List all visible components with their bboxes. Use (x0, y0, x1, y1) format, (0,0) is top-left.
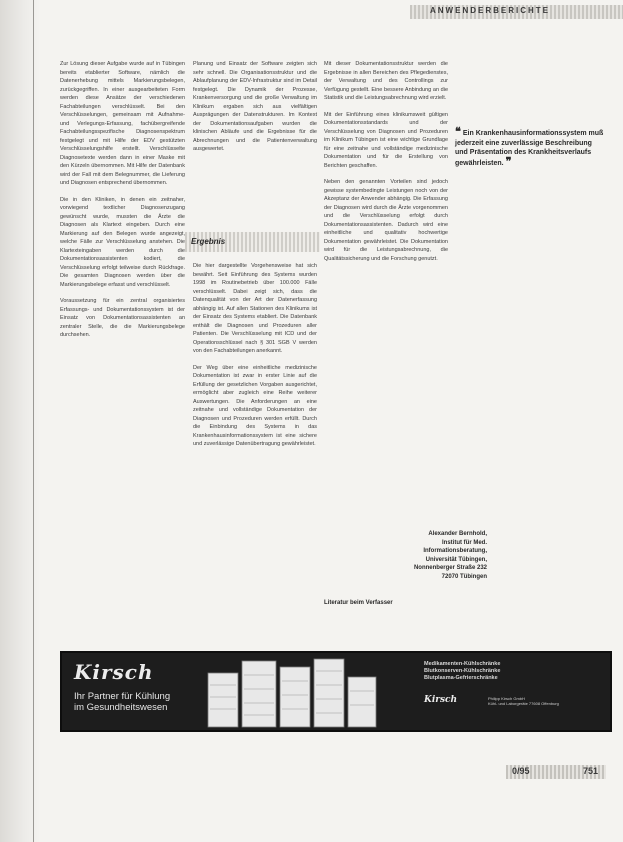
ad-company-info (488, 696, 559, 706)
paragraph: Der Weg über eine einheitliche medizinische Dokumentation ist zwar in erster Linie auf die Erfüllung der gesetzlichen Vorgaben ausgerichtet, ermöglicht aber zugleich eine Reihe weiterer Auswertungen. Die Anforderungen an eine zeitnahe und vollständige Dokumentation der Diagnosen und Prozeduren werden erfüllt. Durch die Einbindung des Systems in das Krankenhausinformationssystem ist eine sichere und zuverlässige Datenübertragung gewährleistet. (193, 364, 317, 447)
paragraph: Voraussetzung für ein zentral organisiertes Erfassungs- und Dokumentationssystem ist der Einsatz von Dokumentationsassistenten an zentraler Stelle, die die Markierungsbelege durchsehen. (60, 298, 185, 338)
ad-product: Blutkonserven-Kühlschränke (424, 668, 501, 674)
article-column-2-lower (193, 262, 317, 457)
author-name: Alexander Bernhold, (428, 531, 487, 537)
page-gutter (0, 0, 40, 842)
fridge-icon (280, 667, 310, 727)
section-title: ANWENDERBERICHTE (430, 6, 550, 15)
paragraph: Planung und Einsatz der Software zeigten sich sehr schnell. Die Organisationsstruktur und die Ablaufplanung der EDV-Infrastruktur sind im Detail festgelegt. Die Dynamik der Prozesse, Krankenversorgung und die große Verwaltung im Klinikum ergaben sich aus vielfältigen Ausprägungen der Datenstrukturen. Im Kontext der Dokumentationsaufgaben wurden die klinischen Abläufe und die Ergebnisse für die Abrechnungen und die Patientenverwaltung ausgewertet. (193, 61, 317, 152)
section-heading: Ergebnis (191, 237, 226, 246)
page-number: 751 (583, 766, 599, 776)
pull-quote (455, 128, 605, 168)
fridge-icon (208, 673, 238, 727)
ad-product: Blutplasma-Gefrierschränke (424, 675, 498, 681)
open-quote-icon: ❝ (455, 126, 461, 138)
issue-number: 0/95 (512, 766, 530, 776)
fridge-icon (314, 659, 344, 727)
close-quote-icon: ❞ (505, 155, 512, 168)
ad-tagline-line: im Gesundheitswesen (74, 702, 168, 713)
ad-company-line: Philipp Kirsch GmbH (488, 696, 525, 701)
article-column-1 (60, 60, 185, 348)
author-block (372, 530, 487, 581)
paragraph: Die in den Kliniken, in denen ein zeitnaher, vorwiegend textlicher Diagnosenzugang gewünscht wurde, mussten die Ärzte die Diagnosen als Klartext eingeben. Durch eine Markierung auf den Belegen wurde angezeigt, welche Fälle zur Verschlüsselung anstehen. Die Klartexteingaben werden durch die Dokumentationsassistenten kodiert, die Verschlüsselung erfolgt teilweise durch Rückfrage. Die gesamten Diagnosen werden über die Markierungsbelege erfasst und verschlüsselt. (60, 196, 185, 288)
fridge-icon (348, 677, 376, 727)
ad-tagline-line: Ihr Partner für Kühlung (74, 691, 171, 702)
ad-tagline (74, 691, 170, 713)
paragraph: Zur Lösung dieser Aufgabe wurde auf in Tübingen bereits etablierter Software, nämlich die Datenerhebung mittels Markierungsbelegen, zurückgegriffen. In einer ausgearbeiteten Form werden diese Ansätze der verschiedenen Fachabteilungen verschlüsselt. Bei den Verschlüsselungen, gemeinsam mit Aufnahme- und Verlegungs-Erfassung, fachübergreifende Fachabteilungsspezifische Diagnosenspektrum festgelegt und mit Hilfe der EDV gestützten Verschlüsselungshilfe erstellt. Verschlüsselte Diagnosetexte werden dann in einer Maske mit den Kürzeln übernommen. Mit Hilfe der Datenbank wird der Fall mit dem Belegnummer, die Lieferung und Diagnosen entsprechend übernommen. (60, 61, 185, 186)
fridge-illustration (202, 655, 382, 728)
binding-line (33, 0, 34, 842)
author-university: Universität Tübingen, (425, 556, 487, 563)
literature-note: Literatur beim Verfasser (324, 600, 393, 606)
ad-product-list (424, 661, 500, 682)
paragraph: Mit dieser Dokumentationsstruktur werden die Ergebnisse in allen Bereichen des Pflegedienstes, der Verwaltung und des Controllings zur Verfügung gestellt. Eine bessere Anbindung an die Statistik und die Leistungsabrechnung wird erzielt. (324, 61, 448, 101)
paragraph: Neben den genannten Vorteilen sind jedoch gewisse systembedingte Leistungen noch von der Akzeptanz der Anwender abhängig. Die Erfassung der Diagnosen wird durch die Ärzte vorgenommen und die Verschlüsselung erfolgt durch Dokumentationsassistenten. Dadurch wird eine einheitliche und qualitativ hochwertige Dokumentation gewährleistet. Die Dokumentation wird für die Leistungsabrechnung, die Qualitätssicherung und die Forschung genutzt. (324, 179, 448, 262)
article-column-2 (193, 60, 317, 162)
ad-company-line: Kühl- und Laborgeräte 77608 Offenburg (488, 701, 559, 706)
pull-quote-text: Ein Krankenhausinformationssystem muß jederzeit eine zuverlässige Beschreibung und Präsentation des Krankheitsverlaufs gewährleisten. (455, 130, 604, 167)
paragraph: Mit der Einführung eines klinikumsweit gültigen Dokumentationsstandards und der Verschlüsselung von Diagnosen und Prozeduren im Klinikum Tübingen ist eine wichtige Grundlage für eine zeitnahe und vollständige medizinische Dokumentation und für die Erstellung von Berichten geschaffen. (324, 111, 448, 169)
author-city: 72070 Tübingen (441, 573, 487, 580)
author-dept: Informationsberatung, (423, 548, 487, 554)
author-institute: Institut für Med. (442, 539, 487, 546)
author-street: Nonnenberger Straße 232 (413, 565, 487, 571)
paragraph: Die hier dargestellte Vorgehensweise hat sich bewährt. Seit Einführung des Systems wurden 1998 im Routinebetrieb über 100.000 Fälle verschlüsselt. Dabei zeigt sich, dass die Datenqualität von der Art der Datenerfassung abhängig ist. Auf allen Stationen des Klinikums ist der Einsatz des Systems etabliert. Die Datenbank enthält die Diagnosen und Prozeduren aller Patienten. Die Verschlüsselung mit ICD und der Operationsschlüssel nach § 301 SGB V werden von den Fachabteilungen anerkannt. (193, 263, 317, 354)
article-column-3 (324, 60, 448, 271)
ad-brand-logo-small: Kirsch (424, 695, 458, 705)
ad-product: Medikamenten-Kühlschränke (424, 661, 501, 667)
ad-brand-logo: Kirsch (74, 660, 154, 684)
advertisement (60, 651, 612, 732)
fridge-icon (242, 661, 276, 727)
